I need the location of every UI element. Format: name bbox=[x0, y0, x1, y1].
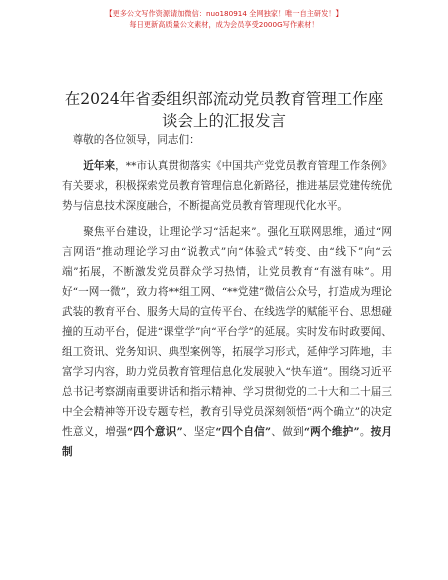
paragraph-2-bold-3: “两个维护” bbox=[303, 426, 360, 438]
document-title bbox=[40, 88, 408, 132]
paragraph-2-bold-1: “四个意识” bbox=[126, 426, 183, 438]
paragraph-2-bold-2: “四个自信” bbox=[215, 426, 272, 438]
promo-line-1: 【更多公文写作资源请加微信：nuo180914 全网独家！唯一自主研发！】 bbox=[105, 9, 343, 18]
promo-line-2: 每日更新高质量公文素材，成为会员享受2000G写作素材！ bbox=[129, 20, 319, 29]
paragraph-1-lead: 近年来 bbox=[83, 160, 116, 172]
paragraph-2-lead: 聚焦平台建设，让理论学习“活起来” bbox=[83, 226, 257, 238]
paragraph-2-text-2: 、坚定 bbox=[182, 426, 216, 438]
document-body bbox=[62, 130, 392, 462]
paragraph-1-text: ，**市认真贯彻落实《中国共产党党员教育管理工作条例》有关要求，积极探索党员教育管理信息化新路径，推进基层党建传统优势与信息技术深度融合，不断提高党员教育管理现代化水平。 bbox=[62, 160, 392, 212]
title-line-2: 谈会上的汇报发言 bbox=[161, 112, 286, 130]
paragraph-2-bold-4: 按月制 bbox=[62, 426, 393, 458]
promo-banner bbox=[0, 8, 448, 30]
paragraph-2-text-3: 、做到 bbox=[271, 426, 304, 438]
salutation: 尊敬的各位领导，同志们： bbox=[72, 134, 200, 146]
paragraph-2-text: 。强化互联网思维，通过“网言网语”推动理论学习由“说教式”向“体验式”转变、由“线下”向“云端”拓展，不断激发党员群众学习热情，让党员教育“有滋有味”。用好“一网一微”，致力将**组工网、“**党建”微信公众号，打造成为理论武装的教育平台、服务大局的宣传平台、在线选学的赋能平台、思想碰撞的互动平台，促进“课堂学”向“平台学”的延展。实时发布时政要闻、组工资讯、党务知识、典型案例等，拓展学习形式，延伸学习阵地，丰富学习内容，助力党员教育管理信息化发展驶入“快车道”。围绕习近平总书记考察湖南重要讲话和指示精神、学习贯彻党的二十大和二十届三中全会精神等开设专题专栏，教育引导党员深刻领悟“两个确立”的决定性意义，增强 bbox=[62, 226, 392, 438]
paragraph-2 bbox=[62, 222, 392, 462]
paragraph-2-text-4: 。 bbox=[359, 426, 371, 438]
title-line-1: 在2024年省委组织部流动党员教育管理工作座 bbox=[64, 90, 384, 108]
paragraph-1 bbox=[62, 156, 392, 216]
